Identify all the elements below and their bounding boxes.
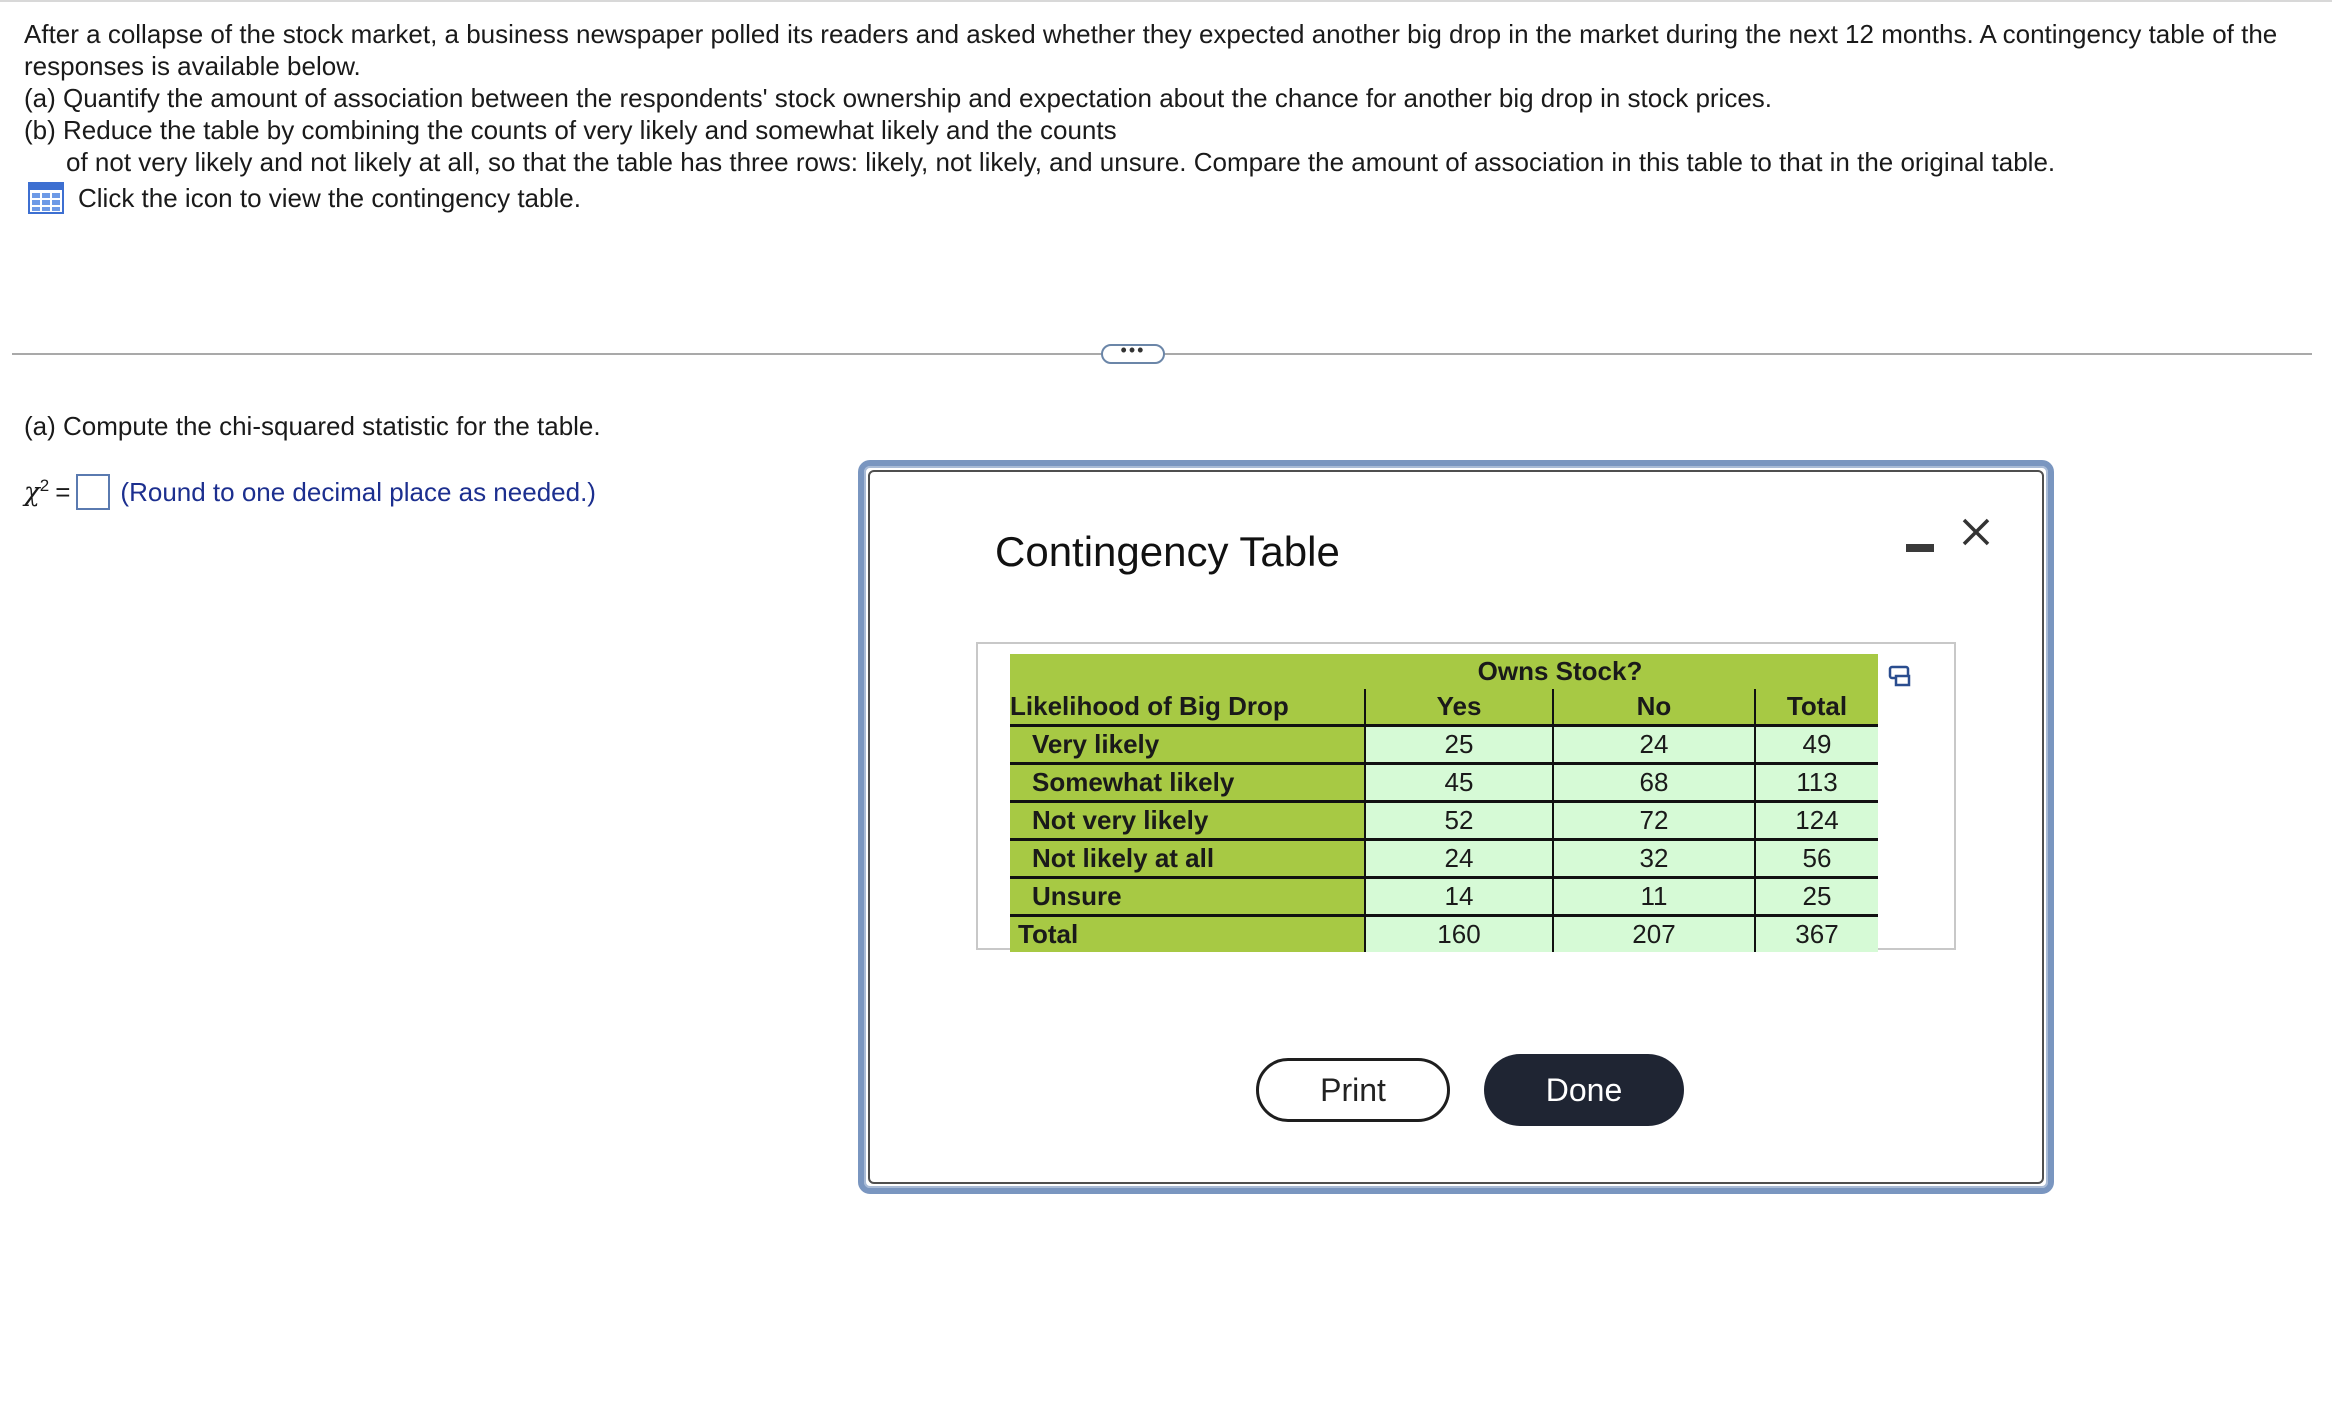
cell-yes: 24 [1365, 840, 1553, 878]
cell-no: 24 [1553, 726, 1755, 764]
cell-yes: 14 [1365, 878, 1553, 916]
row-header-label: Likelihood of Big Drop [1010, 689, 1365, 726]
table-row [1010, 764, 1878, 802]
top-border [0, 0, 2332, 2]
header-blank-total [1755, 654, 1878, 689]
question-part-b-line2: of not very likely and not likely at all, so that the table has three rows: likely, not likely, and unsure. Compare the amount of association in this table to that in the original table. [66, 147, 2056, 177]
cell-total: 56 [1755, 840, 1878, 878]
row-label-text: Not very likely [1032, 805, 1209, 835]
cell-total: 113 [1755, 764, 1878, 802]
row-label-text: Unsure [1032, 881, 1122, 911]
table-row [1010, 878, 1878, 916]
col-header-total: Total [1755, 689, 1878, 726]
cell-total: 49 [1755, 726, 1878, 764]
table-row [1010, 802, 1878, 840]
total-row-label-text: Total [1018, 919, 1079, 949]
chi-squared-symbol [24, 476, 49, 508]
table-link-text[interactable]: Click the icon to view the contingency table. [78, 183, 581, 213]
print-button[interactable]: Print [1256, 1058, 1450, 1122]
part-a-prompt: (a) Compute the chi-squared statistic for the table. [24, 411, 601, 441]
chi-letter: χ [24, 477, 40, 508]
answer-row [24, 474, 596, 510]
cell-yes: 45 [1365, 764, 1553, 802]
total-no: 207 [1553, 916, 1755, 953]
total-row-label [1010, 916, 1365, 953]
dialog-inner [868, 470, 2044, 1184]
col-header-yes: Yes [1365, 689, 1553, 726]
table-frame [976, 642, 1956, 950]
close-icon[interactable] [1956, 512, 1996, 552]
row-label [1010, 726, 1365, 764]
cell-no: 68 [1553, 764, 1755, 802]
table-total-row [1010, 916, 1878, 953]
table-row [1010, 840, 1878, 878]
cell-yes: 52 [1365, 802, 1553, 840]
contingency-table [1010, 654, 1878, 952]
contingency-table-dialog [858, 460, 2054, 1194]
row-label [1010, 802, 1365, 840]
question-part-a: (a) Quantify the amount of association between the respondents' stock ownership and expectation about the chance for another big drop in stock prices. [24, 83, 1773, 113]
done-button[interactable]: Done [1484, 1054, 1684, 1126]
row-label [1010, 878, 1365, 916]
row-label-text: Not likely at all [1032, 843, 1215, 873]
cell-total: 25 [1755, 878, 1878, 916]
dialog-title: Contingency Table [995, 528, 1340, 575]
col-header-no: No [1553, 689, 1755, 726]
cell-no: 32 [1553, 840, 1755, 878]
table-row [1010, 726, 1878, 764]
row-label-text: Somewhat likely [1032, 767, 1235, 797]
cell-no: 72 [1553, 802, 1755, 840]
question-text [24, 18, 2314, 214]
header-blank [1010, 654, 1365, 689]
chi-squared-answer-input[interactable] [76, 474, 110, 510]
question-intro: After a collapse of the stock market, a business newspaper polled its readers and asked whether they expected another big drop in the market during the next 12 months. A contingency table of the responses is available below. [24, 19, 2278, 81]
total-yes: 160 [1365, 916, 1553, 953]
rounding-hint: (Round to one decimal place as needed.) [120, 476, 596, 507]
expand-ellipsis-button[interactable]: ••• [1101, 344, 1165, 364]
minimize-icon[interactable] [1906, 522, 1936, 552]
table-link-row[interactable] [24, 182, 2314, 214]
cell-no: 11 [1553, 878, 1755, 916]
copy-table-icon[interactable] [1888, 664, 1914, 688]
table-group-header-row [1010, 654, 1878, 689]
row-label [1010, 840, 1365, 878]
chi-exponent: 2 [39, 476, 50, 496]
cell-yes: 25 [1365, 726, 1553, 764]
table-grid-icon[interactable] [28, 182, 64, 214]
table-column-header-row [1010, 689, 1878, 726]
row-label-text: Very likely [1032, 729, 1160, 759]
question-part-b-line1: (b) Reduce the table by combining the counts of very likely and somewhat likely and the counts [24, 115, 1117, 145]
equals-sign: = [55, 476, 71, 507]
cell-total: 124 [1755, 802, 1878, 840]
owns-stock-header: Owns Stock? [1365, 654, 1755, 689]
row-label [1010, 764, 1365, 802]
grand-total: 367 [1755, 916, 1878, 953]
